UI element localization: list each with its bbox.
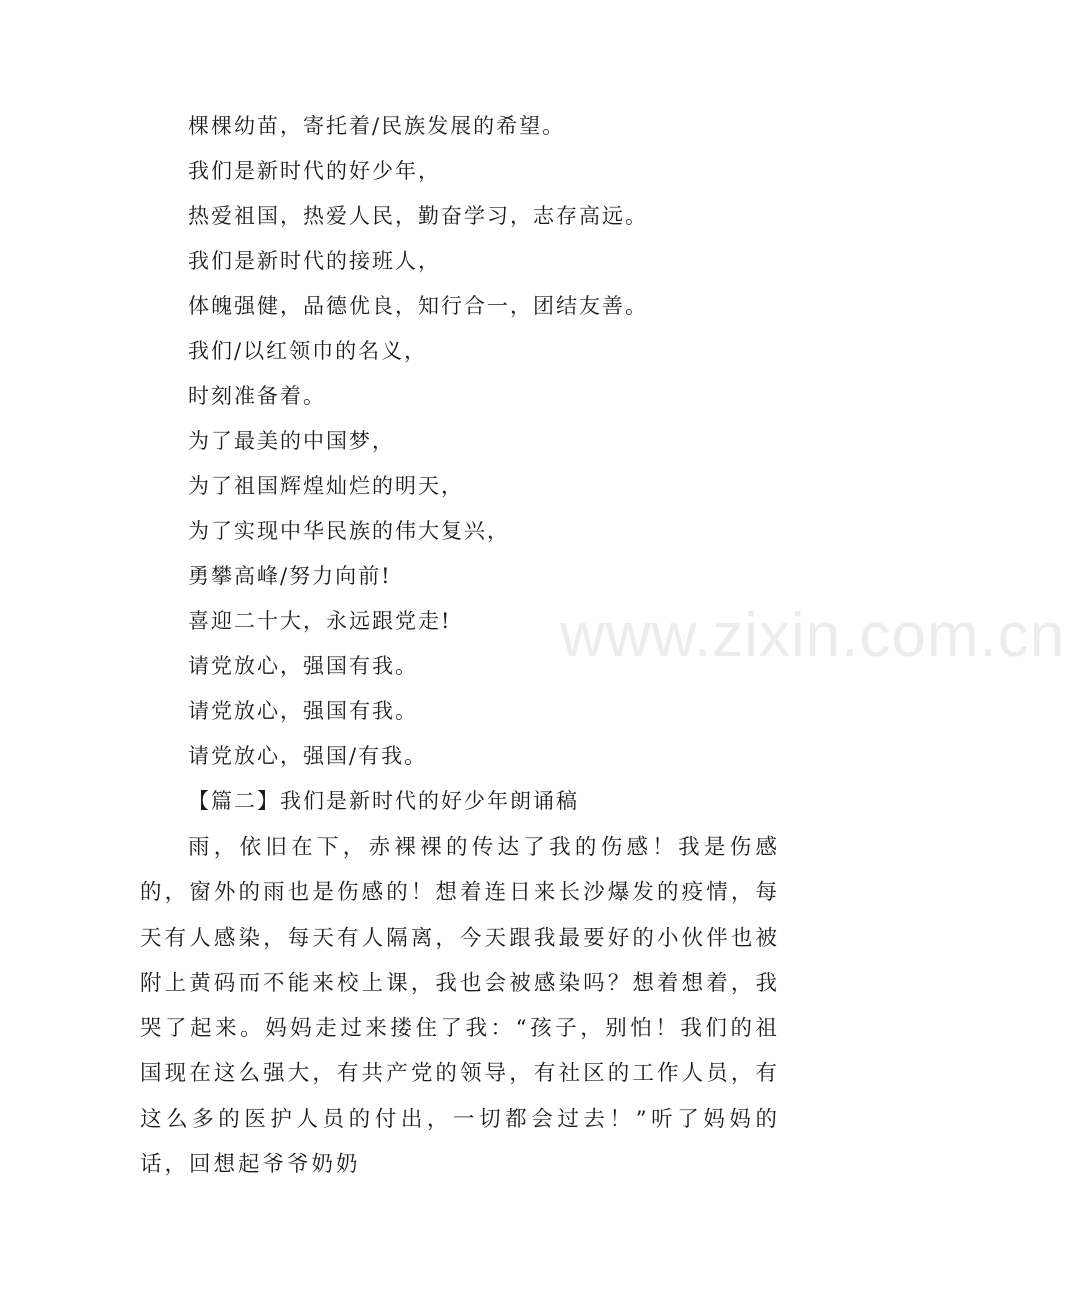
poem-line: 请党放心，强国有我。 xyxy=(188,654,418,678)
poem-line: 请党放心，强国/有我。 xyxy=(188,744,428,768)
poem-line: 时刻准备着。 xyxy=(188,384,326,408)
poem-line: 我们是新时代的接班人， xyxy=(188,249,441,273)
body-paragraph: 雨，依旧在下，赤裸裸的传达了我的伤感！我是伤感的，窗外的雨也是伤感的！想着连日来长沙爆发的疫情，每天有人感染，每天有人隔离，今天跟我最要好的小伙伴也被附上黄码而不能来校上课，我也会被感染吗？想着想着，我哭了起来。妈妈走过来搂住了我：“孩子，别怕！我们的祖国现在这么强大，有共产党的领导，有社区的工作人员，有这么多的医护人员的付出，一切都会过去！”听了妈妈的话，回想起爷爷奶奶 xyxy=(140,835,780,1178)
poem-line: 我们/以红领巾的名义， xyxy=(188,339,428,363)
poem-line: 为了实现中华民族的伟大复兴， xyxy=(188,519,510,543)
poem-line: 我们是新时代的好少年， xyxy=(188,159,441,183)
poem-line: 为了最美的中国梦， xyxy=(188,429,395,453)
poem-line: 体魄强健，品德优良，知行合一，团结友善。 xyxy=(188,294,648,318)
watermark: www.zixin.com.cn xyxy=(560,601,1065,670)
poem-line: 喜迎二十大，永远跟党走! xyxy=(188,609,452,633)
poem-line: 为了祖国辉煌灿烂的明天， xyxy=(188,474,464,498)
section-heading: 【篇二】我们是新时代的好少年朗诵稿 xyxy=(188,789,579,813)
poem-line: 勇攀高峰/努力向前! xyxy=(188,564,392,588)
poem-line: 请党放心，强国有我。 xyxy=(188,699,418,723)
poem-line: 热爱祖国，热爱人民，勤奋学习，志存高远。 xyxy=(188,204,648,228)
poem-line: 棵棵幼苗，寄托着/民族发展的希望。 xyxy=(188,114,566,138)
